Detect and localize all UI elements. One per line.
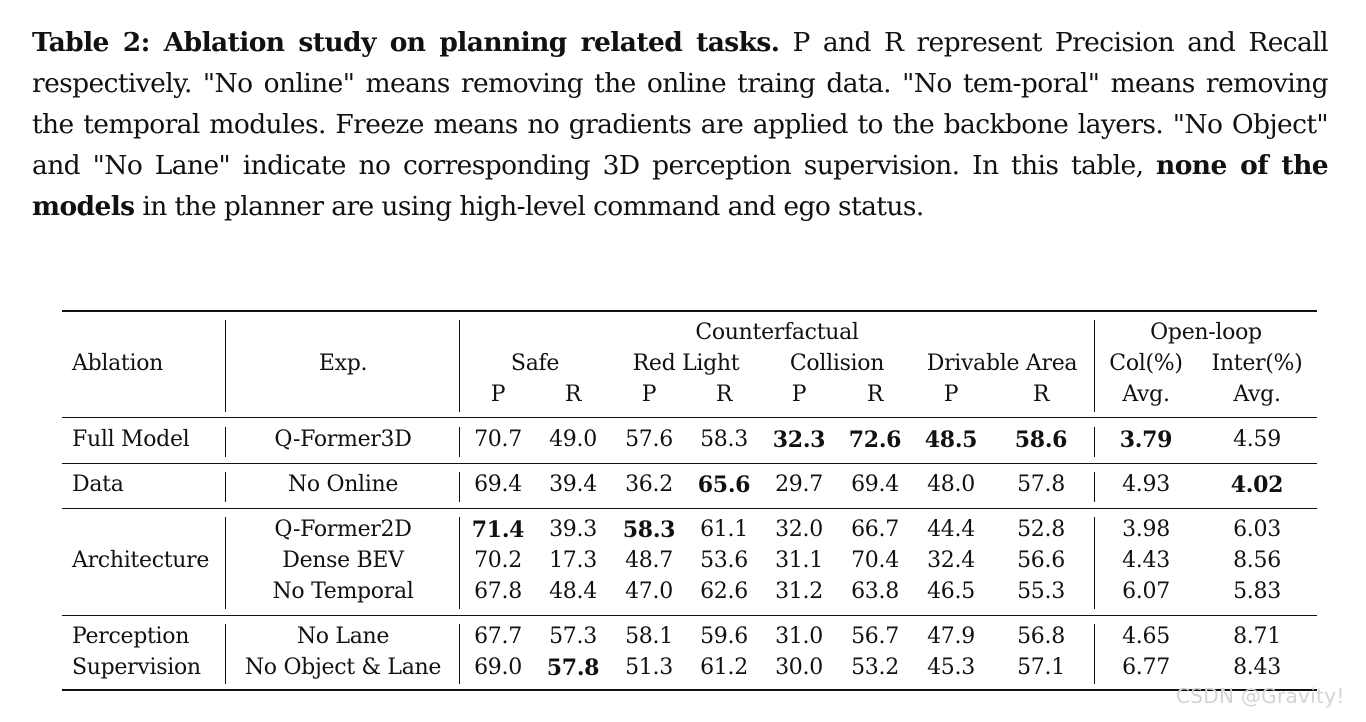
header-avg: Avg. — [1233, 382, 1281, 407]
table-cell: 69.4 — [474, 472, 522, 497]
group-label: Full Model — [72, 427, 190, 452]
table-cell: 48.7 — [625, 548, 673, 573]
table-cell: 47.0 — [625, 579, 673, 604]
column-divider — [1094, 427, 1095, 457]
header-ablation: Ablation — [72, 351, 164, 376]
group-rule — [62, 508, 1317, 509]
table-cell: 70.4 — [851, 548, 899, 573]
column-divider — [459, 472, 460, 502]
table-cell-best: 72.6 — [848, 427, 902, 453]
table-cell: 70.7 — [474, 427, 522, 452]
table-cell: 36.2 — [625, 472, 673, 497]
table-cell: 46.5 — [927, 579, 975, 604]
table-cell: 58.3 — [700, 427, 748, 452]
table-cell-best: 4.02 — [1230, 472, 1284, 498]
header-r: R — [564, 382, 582, 407]
exp-cell: No Online — [287, 472, 399, 497]
table-cell-best: 48.5 — [924, 427, 978, 453]
table-cell: 39.4 — [549, 472, 597, 497]
table-cell: 69.0 — [474, 655, 522, 680]
table-cell: 57.1 — [1017, 655, 1065, 680]
table-cell: 58.1 — [625, 624, 673, 649]
header-red-light: Red Light — [632, 351, 740, 376]
table-cell: 53.2 — [851, 655, 899, 680]
table-cell: 62.6 — [700, 579, 748, 604]
table-cell: 6.07 — [1122, 579, 1170, 604]
table-cell: 67.8 — [474, 579, 522, 604]
header-rule — [62, 417, 1317, 418]
exp-cell: No Object & Lane — [244, 655, 442, 680]
column-divider — [459, 517, 460, 609]
table-cell: 52.8 — [1017, 517, 1065, 542]
header-r: R — [1032, 382, 1050, 407]
table-cell: 48.4 — [549, 579, 597, 604]
table-cell-best: 58.6 — [1014, 427, 1068, 453]
caption-bold-phrase: none of the models — [32, 150, 1328, 222]
table-cell: 51.3 — [625, 655, 673, 680]
ablation-table — [62, 310, 1317, 690]
group-rule — [62, 463, 1317, 464]
column-divider — [1094, 517, 1095, 609]
table-cell-best: 3.79 — [1119, 427, 1173, 453]
top-rule — [62, 310, 1317, 312]
table-cell: 57.3 — [549, 624, 597, 649]
header-p: P — [791, 382, 807, 407]
table-cell: 6.03 — [1233, 517, 1281, 542]
column-divider — [459, 624, 460, 684]
exp-cell: Q-Former3D — [274, 427, 412, 452]
table-cell: 59.6 — [700, 624, 748, 649]
table-cell-best: 58.3 — [622, 517, 676, 543]
column-divider — [1094, 320, 1095, 412]
table-cell: 31.2 — [775, 579, 823, 604]
header-open-loop: Open-loop — [1150, 320, 1262, 345]
column-divider — [225, 320, 226, 412]
header-exp: Exp. — [318, 351, 368, 376]
group-label: Supervision — [72, 655, 201, 680]
header-p: P — [943, 382, 959, 407]
group-label: Data — [72, 472, 124, 497]
table-cell-best: 71.4 — [471, 517, 525, 543]
column-divider — [1094, 624, 1095, 684]
table-cell: 31.1 — [775, 548, 823, 573]
header-counterfactual: Counterfactual — [695, 320, 859, 345]
header-drivable-area: Drivable Area — [926, 351, 1078, 376]
header-p: P — [490, 382, 506, 407]
table-cell-best: 32.3 — [772, 427, 826, 453]
table-cell: 44.4 — [927, 517, 975, 542]
header-r: R — [866, 382, 884, 407]
table-cell: 30.0 — [775, 655, 823, 680]
column-divider — [1094, 472, 1095, 502]
header-safe: Safe — [510, 351, 560, 376]
column-divider — [459, 320, 460, 412]
group-rule — [62, 615, 1317, 616]
table-cell: 8.71 — [1233, 624, 1281, 649]
table-cell: 67.7 — [474, 624, 522, 649]
table-cell: 70.2 — [474, 548, 522, 573]
table-cell: 4.65 — [1122, 624, 1170, 649]
column-divider — [225, 472, 226, 502]
table-cell: 61.1 — [700, 517, 748, 542]
bottom-rule — [62, 689, 1317, 691]
table-cell-best: 65.6 — [697, 472, 751, 498]
header-r: R — [715, 382, 733, 407]
table-cell: 39.3 — [549, 517, 597, 542]
header-collision: Collision — [789, 351, 885, 376]
table-cell: 53.6 — [700, 548, 748, 573]
table-cell: 3.98 — [1122, 517, 1170, 542]
table-cell: 69.4 — [851, 472, 899, 497]
exp-cell: No Temporal — [272, 579, 414, 604]
table-cell: 8.56 — [1233, 548, 1281, 573]
caption-text-end: in the planner are using high-level command and ego status. — [134, 191, 924, 222]
table-cell: 57.8 — [1017, 472, 1065, 497]
table-cell: 17.3 — [549, 548, 597, 573]
column-divider — [459, 427, 460, 457]
table-cell: 66.7 — [851, 517, 899, 542]
table-cell: 49.0 — [549, 427, 597, 452]
watermark: CSDN @Gravity! — [1176, 684, 1345, 708]
table-caption — [32, 22, 1328, 227]
table-cell: 4.43 — [1122, 548, 1170, 573]
table-cell: 56.6 — [1017, 548, 1065, 573]
caption-text: P and R represent Precision and Recall respectively. "No online" means removing the online traing data. "No tem-poral" means removing the temporal modules. Freeze means no gradients are applied to the backbone layers. "No Object" and "No Lane" indicate no corresponding 3D perception supervision. In this table, — [32, 27, 1328, 181]
table-cell: 29.7 — [775, 472, 823, 497]
table-cell: 5.83 — [1233, 579, 1281, 604]
table-cell: 32.4 — [927, 548, 975, 573]
table-cell: 31.0 — [775, 624, 823, 649]
table-cell: 56.7 — [851, 624, 899, 649]
exp-cell: Q-Former2D — [274, 517, 412, 542]
table-cell: 4.59 — [1233, 427, 1281, 452]
table-cell: 55.3 — [1017, 579, 1065, 604]
table-cell: 63.8 — [851, 579, 899, 604]
table-cell: 57.6 — [625, 427, 673, 452]
table-cell: 32.0 — [775, 517, 823, 542]
exp-cell: Dense BEV — [282, 548, 404, 573]
table-cell: 61.2 — [700, 655, 748, 680]
column-divider — [225, 624, 226, 684]
column-divider — [225, 427, 226, 457]
table-cell: 6.77 — [1122, 655, 1170, 680]
table-cell-best: 57.8 — [546, 655, 600, 681]
header-avg: Avg. — [1122, 382, 1170, 407]
table-cell: 8.43 — [1233, 655, 1281, 680]
column-divider — [225, 517, 226, 609]
table-cell: 45.3 — [927, 655, 975, 680]
header-inter: Inter(%) — [1211, 351, 1303, 376]
header-col: Col(%) — [1109, 351, 1183, 376]
table-cell: 4.93 — [1122, 472, 1170, 497]
caption-label: Table 2: Ablation study on planning related tasks. — [32, 27, 780, 58]
exp-cell: No Lane — [296, 624, 390, 649]
table-cell: 47.9 — [927, 624, 975, 649]
group-label: Perception — [72, 624, 190, 649]
table-cell: 56.8 — [1017, 624, 1065, 649]
table-cell: 48.0 — [927, 472, 975, 497]
group-label: Architecture — [72, 548, 210, 573]
header-p: P — [641, 382, 657, 407]
